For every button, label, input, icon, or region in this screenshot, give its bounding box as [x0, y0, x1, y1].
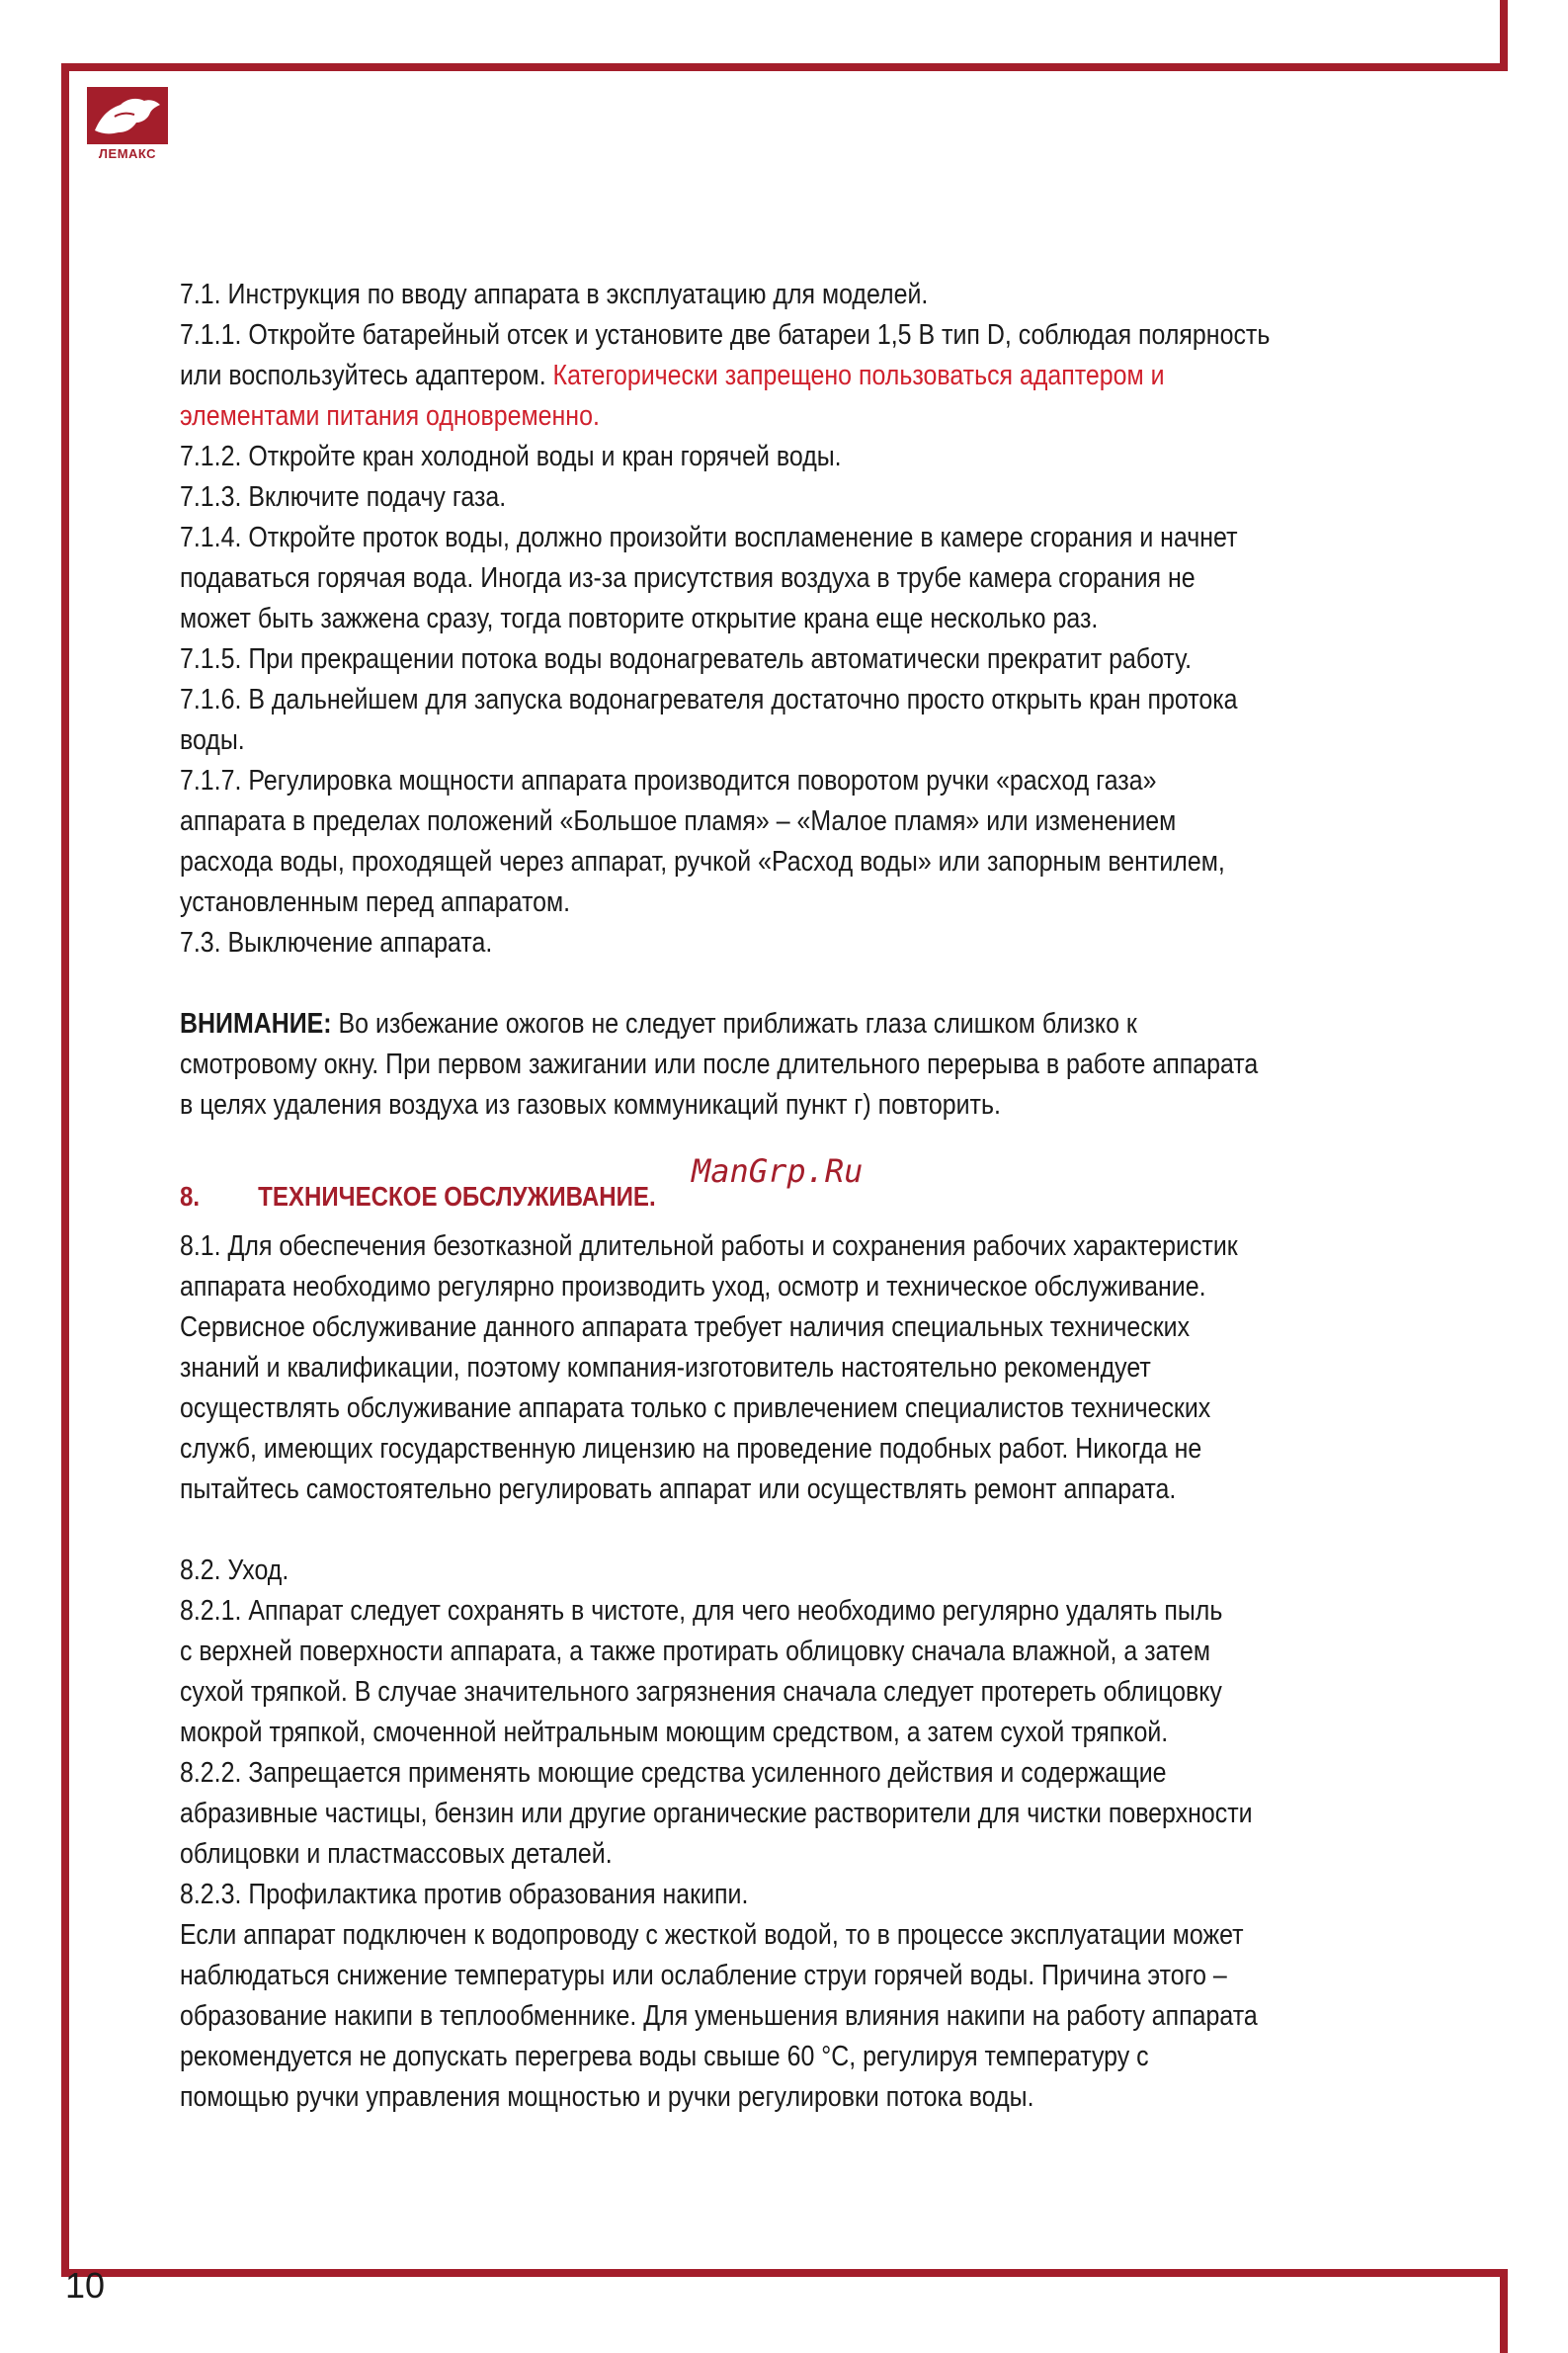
frame-bottom-border	[61, 2269, 1508, 2277]
text-line: с верхней поверхности аппарата, а также протирать облицовку сначала влажной, а затем	[180, 1636, 1211, 1667]
text-line: пытайтесь самостоятельно регулировать аппарат или осуществлять ремонт аппарата.	[180, 1473, 1177, 1505]
text-line: Сервисное обслуживание данного аппарата требует наличия специальных технических	[180, 1311, 1191, 1343]
installation-instructions	[180, 275, 1494, 964]
text-line: облицовки и пластмассовых деталей.	[180, 1838, 613, 1870]
page-content	[180, 275, 1494, 2118]
section-title: ТЕХНИЧЕСКОЕ ОБСЛУЖИВАНИЕ.	[258, 1181, 656, 1212]
text-line: 7.1.5. При прекращении потока воды водонагреватель автоматически прекратит работу.	[180, 643, 1193, 675]
maintenance-intro	[180, 1226, 1494, 1510]
text-line: абразивные частицы, бензин или другие органические растворители для чистки поверхности	[180, 1798, 1253, 1829]
text-line: 7.3. Выключение аппарата.	[180, 927, 493, 959]
text-line: знаний и квалификации, поэтому компания-изготовитель настоятельно рекомендует	[180, 1352, 1151, 1384]
warning-red-text: элементами питания одновременно.	[180, 400, 600, 432]
section-number: 8.	[180, 1181, 201, 1212]
text-line: сухой тряпкой. В случае значительного загрязнения сначала следует протереть облицовку	[180, 1676, 1222, 1708]
care-instructions	[180, 1551, 1494, 2118]
text-line: Если аппарат подключен к водопроводу с жесткой водой, то в процессе эксплуатации может	[180, 1919, 1244, 1951]
horse-icon	[87, 87, 168, 144]
text-line: 7.1.4. Откройте проток воды, должно произойти воспламенение в камере сгорания и начнет	[180, 522, 1238, 553]
frame-bottom-right-border	[1500, 2269, 1508, 2353]
warning-line: смотровому окну. При первом зажигании или после длительного перерыва в работе аппарата	[180, 1049, 1259, 1080]
page-number: 10	[65, 2265, 106, 2306]
frame-left-border	[61, 63, 69, 2275]
text-line: 7.1.6. В дальнейшем для запуска водонагревателя достаточно просто открыть кран протока	[180, 684, 1238, 715]
warning-line: в целях удаления воздуха из газовых коммуникаций пункт г) повторить.	[180, 1089, 1001, 1121]
text-line: помощью ручки управления мощностью и ручки регулировки потока воды.	[180, 2081, 1034, 2113]
text-line: аппарата необходимо регулярно производить уход, осмотр и техническое обслуживание.	[180, 1271, 1206, 1303]
text-line: 7.1.2. Откройте кран холодной воды и кран горячей воды.	[180, 441, 842, 472]
text-line: 7.1.7. Регулировка мощности аппарата производится поворотом ручки «расход газа»	[180, 765, 1157, 797]
text-line: 7.1. Инструкция по вводу аппарата в эксплуатацию для моделей.	[180, 279, 929, 310]
text-line: воды.	[180, 724, 245, 756]
logo-text: ЛЕМАКС	[98, 146, 157, 161]
warning-label: ВНИМАНИЕ:	[180, 1008, 332, 1040]
text-line: мокрой тряпкой, смоченной нейтральным моющим средством, а затем сухой тряпкой.	[180, 1717, 1169, 1748]
text-line: рекомендуется не допускать перегрева воды свыше 60 °С, регулируя температуру с	[180, 2041, 1149, 2072]
text-line: 7.1.1. Откройте батарейный отсек и установите две батареи 1,5 В тип D, соблюдая полярность	[180, 319, 1271, 351]
warning-red-text: Категорически запрещено пользоваться адаптером и	[552, 360, 1165, 391]
text-line	[180, 396, 1310, 437]
text-line: установленным перед аппаратом.	[180, 886, 571, 918]
text-line: или воспользуйтесь адаптером. Категорически запрещено пользоваться адаптером и	[180, 360, 1165, 391]
text-line: расхода воды, проходящей через аппарат, ручкой «Расход воды» или запорным вентилем,	[180, 846, 1225, 878]
logo-mark	[87, 87, 168, 144]
text-line: 7.1.3. Включите подачу газа.	[180, 481, 507, 513]
text-line: служб, имеющих государственную лицензию на проведение подобных работ. Никогда не	[180, 1433, 1202, 1465]
brand-logo	[87, 87, 168, 162]
frame-top-border	[61, 63, 1508, 71]
text-line: наблюдаться снижение температуры или ослабление струи горячей воды. Причина этого –	[180, 1960, 1227, 1991]
text-line: 8.2.2. Запрещается применять моющие средства усиленного действия и содержащие	[180, 1757, 1167, 1789]
text-line: 8.2.3. Профилактика против образования накипи.	[180, 1879, 749, 1910]
text-line: образование накипи в теплообменнике. Для уменьшения влияния накипи на работу аппарата	[180, 2000, 1258, 2032]
frame-right-border	[1500, 0, 1508, 71]
text-line: может быть зажжена сразу, тогда повторите открытие крана еще несколько раз.	[180, 603, 1099, 634]
text-line: 8.1. Для обеспечения безотказной длительной работы и сохранения рабочих характеристик	[180, 1230, 1238, 1262]
watermark: ManGrp.Ru	[692, 1152, 864, 1190]
text-line: аппарата в пределах положений «Большое пламя» – «Малое пламя» или изменением	[180, 805, 1177, 837]
text-line: осуществлять обслуживание аппарата только с привлечением специалистов технических	[180, 1392, 1211, 1424]
text-line: 8.2. Уход.	[180, 1555, 289, 1586]
warning-line: ВНИМАНИЕ: Во избежание ожогов не следует приближать глаза слишком близко к	[180, 1008, 1137, 1040]
text-line: подаваться горячая вода. Иногда из-за присутствия воздуха в трубе камера сгорания не	[180, 562, 1196, 594]
text-line: 8.2.1. Аппарат следует сохранять в чистоте, для чего необходимо регулярно удалять пыль	[180, 1595, 1223, 1627]
warning-block	[180, 1004, 1494, 1126]
